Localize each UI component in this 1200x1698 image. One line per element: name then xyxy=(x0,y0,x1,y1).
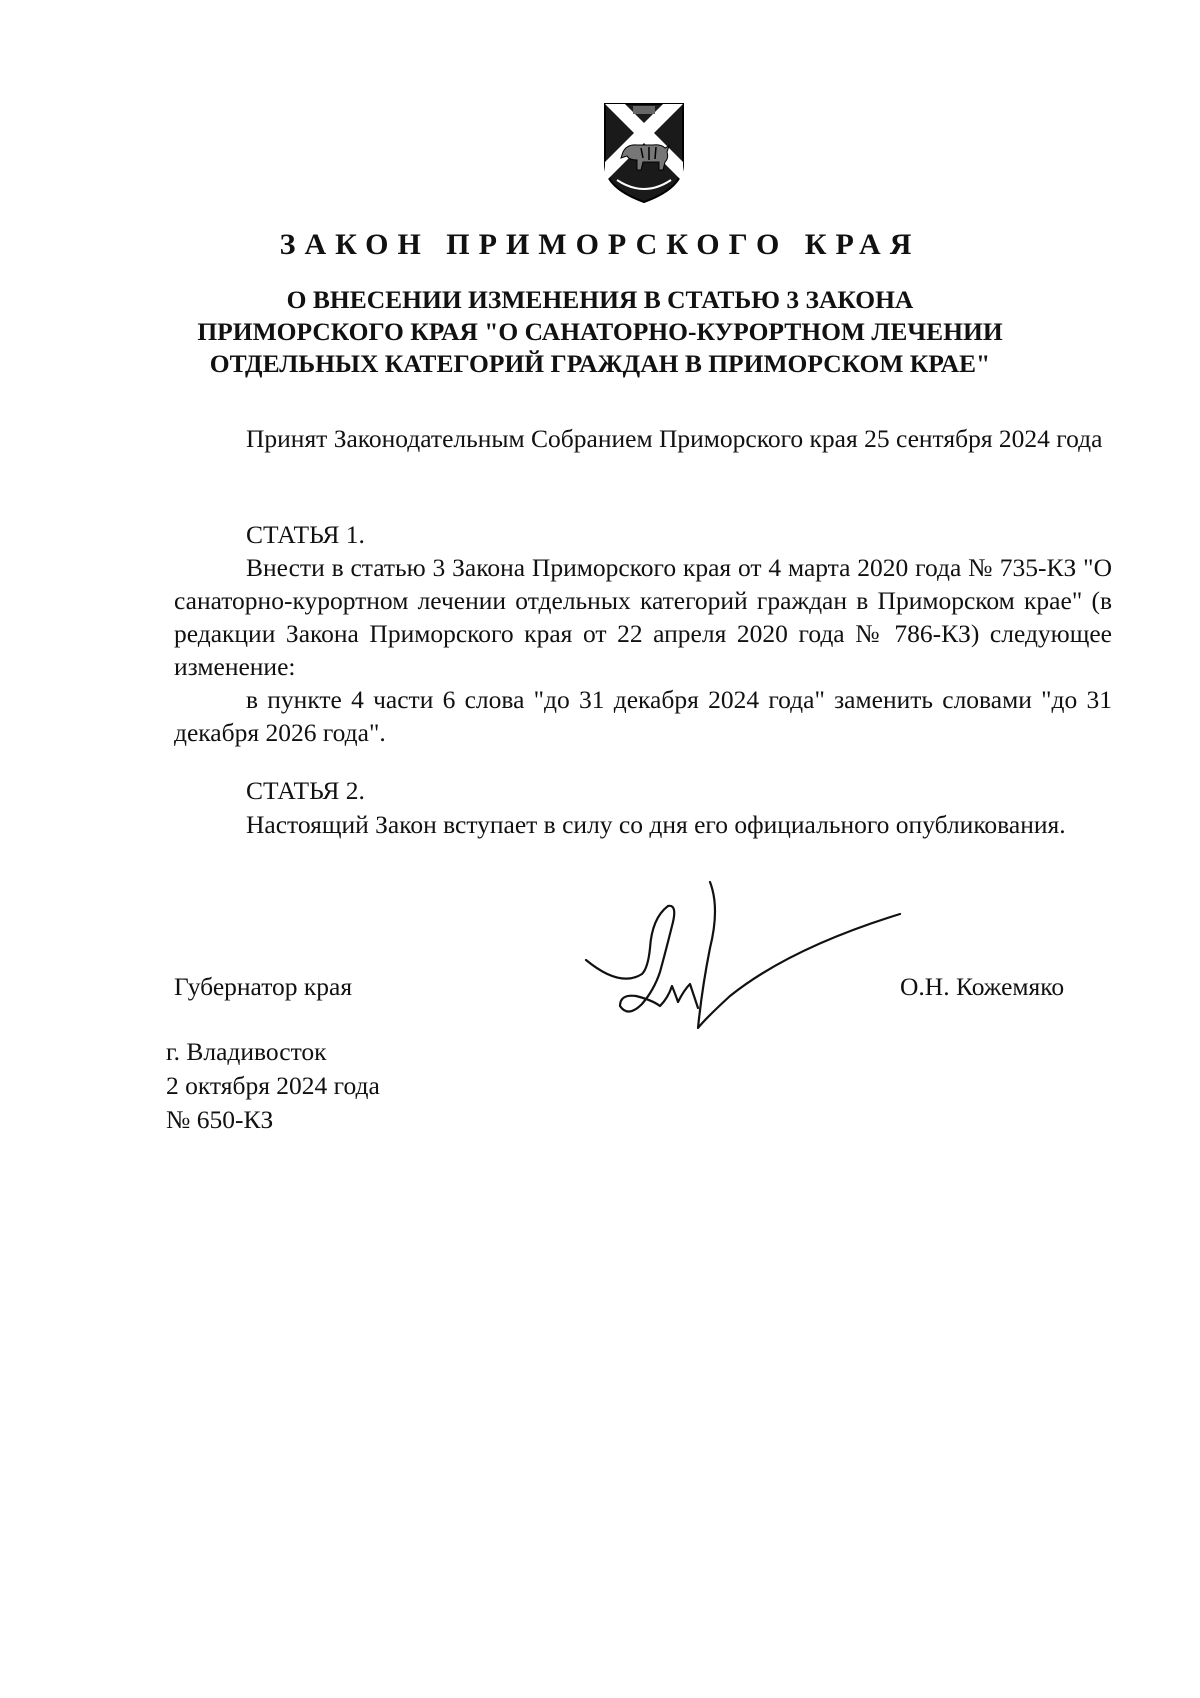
place-date-number xyxy=(166,1035,380,1137)
subtitle-line: О ВНЕСЕНИИ ИЗМЕНЕНИЯ В СТАТЬЮ 3 ЗАКОНА xyxy=(286,285,914,314)
law-title: ЗАКОН ПРИМОРСКОГО КРАЯ xyxy=(279,228,921,261)
law-subtitle xyxy=(150,284,1050,380)
handwritten-signature-icon xyxy=(580,878,910,1048)
subtitle-line: ПРИМОРСКОГО КРАЯ "О САНАТОРНО-КУРОРТНОМ ЛЕЧЕНИИ xyxy=(197,317,1003,346)
city: г. Владивосток xyxy=(166,1037,327,1066)
signing-date: 2 октября 2024 года xyxy=(166,1071,380,1100)
law-number: № 650-КЗ xyxy=(166,1105,274,1134)
article-1-paragraph: Внести в статью 3 Закона Приморского края от 4 марта 2020 года № 735-КЗ "О санаторно-курортном лечении отдельных категорий граждан в Приморском крае" (в редакции Закона Приморского края от 22 апреля 2020 года № 786-КЗ) следующее изменение: xyxy=(174,553,1112,681)
primorsky-krai-coat-of-arms-icon xyxy=(603,102,685,204)
signatory-role: Губернатор края xyxy=(174,972,353,1001)
signatory-name: О.Н. Кожемяко xyxy=(900,972,1065,1001)
subtitle-line: ОТДЕЛЬНЫХ КАТЕГОРИЙ ГРАЖДАН В ПРИМОРСКОМ КРАЕ" xyxy=(209,349,991,378)
article-2-heading: СТАТЬЯ 2. xyxy=(246,776,365,805)
adoption-note: Принят Законодательным Собранием Приморского края 25 сентября 2024 года xyxy=(246,424,1103,453)
article-1-heading: СТАТЬЯ 1. xyxy=(246,520,365,549)
article-1-paragraph: в пункте 4 части 6 слова "до 31 декабря 2024 года" заменить словами "до 31 декабря 2026 года". xyxy=(174,685,1112,747)
article-2-paragraph: Настоящий Закон вступает в силу со дня его официального опубликования. xyxy=(246,810,1066,839)
